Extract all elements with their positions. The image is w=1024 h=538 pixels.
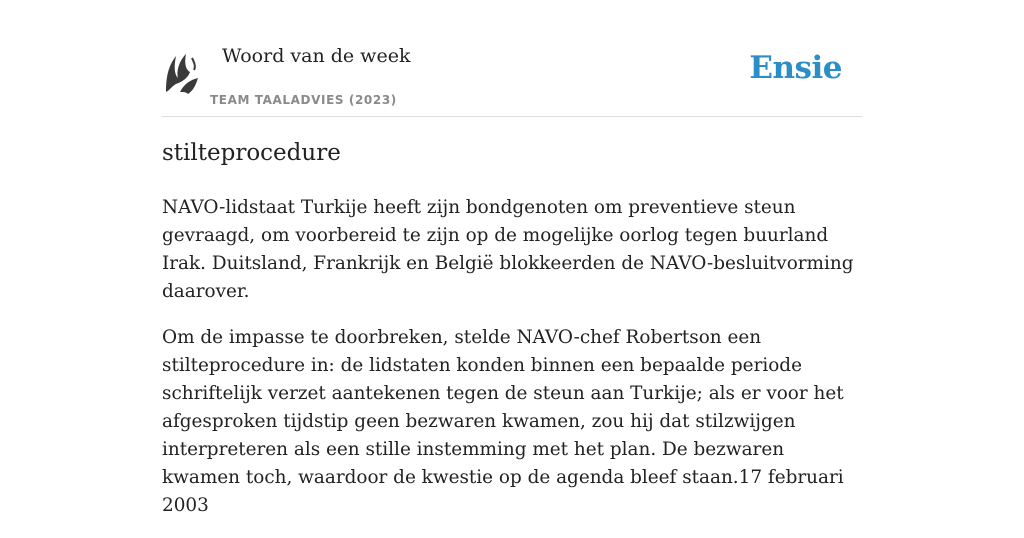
article-body — [162, 194, 862, 538]
author-byline: TEAM TAALADVIES (2023) — [210, 93, 397, 107]
headword: stilteprocedure — [162, 140, 341, 166]
flemish-lion-logo-icon — [162, 48, 202, 96]
article-paragraph: Om de impasse te doorbreken, stelde NAVO-chef Robertson een stilteprocedure in: de lidstaten konden binnen een bepaalde periode schriftelijk verzet aantekenen tegen de steun aan Turkije; als er voor het afgesproken tijdstip geen bezwaren kwamen, zou hij dat stilzwijgen interpreteren als een stille instemming met het plan. De bezwaren kwamen toch, waardoor de kwestie op de agenda bleef staan.17 februari 2003 — [162, 327, 844, 516]
brand-logo-text[interactable]: Ensie — [749, 50, 842, 86]
article-paragraph: NAVO-lidstaat Turkije heeft zijn bondgenoten om preventieve steun gevraagd, om voorbereid te zijn op de mogelijke oorlog tegen buurland Irak. Duitsland, Frankrijk en België blokkeerden de NAVO-besluitvorming daarover. — [162, 197, 854, 302]
header — [162, 40, 862, 117]
feature-title: Woord van de week — [222, 45, 411, 67]
